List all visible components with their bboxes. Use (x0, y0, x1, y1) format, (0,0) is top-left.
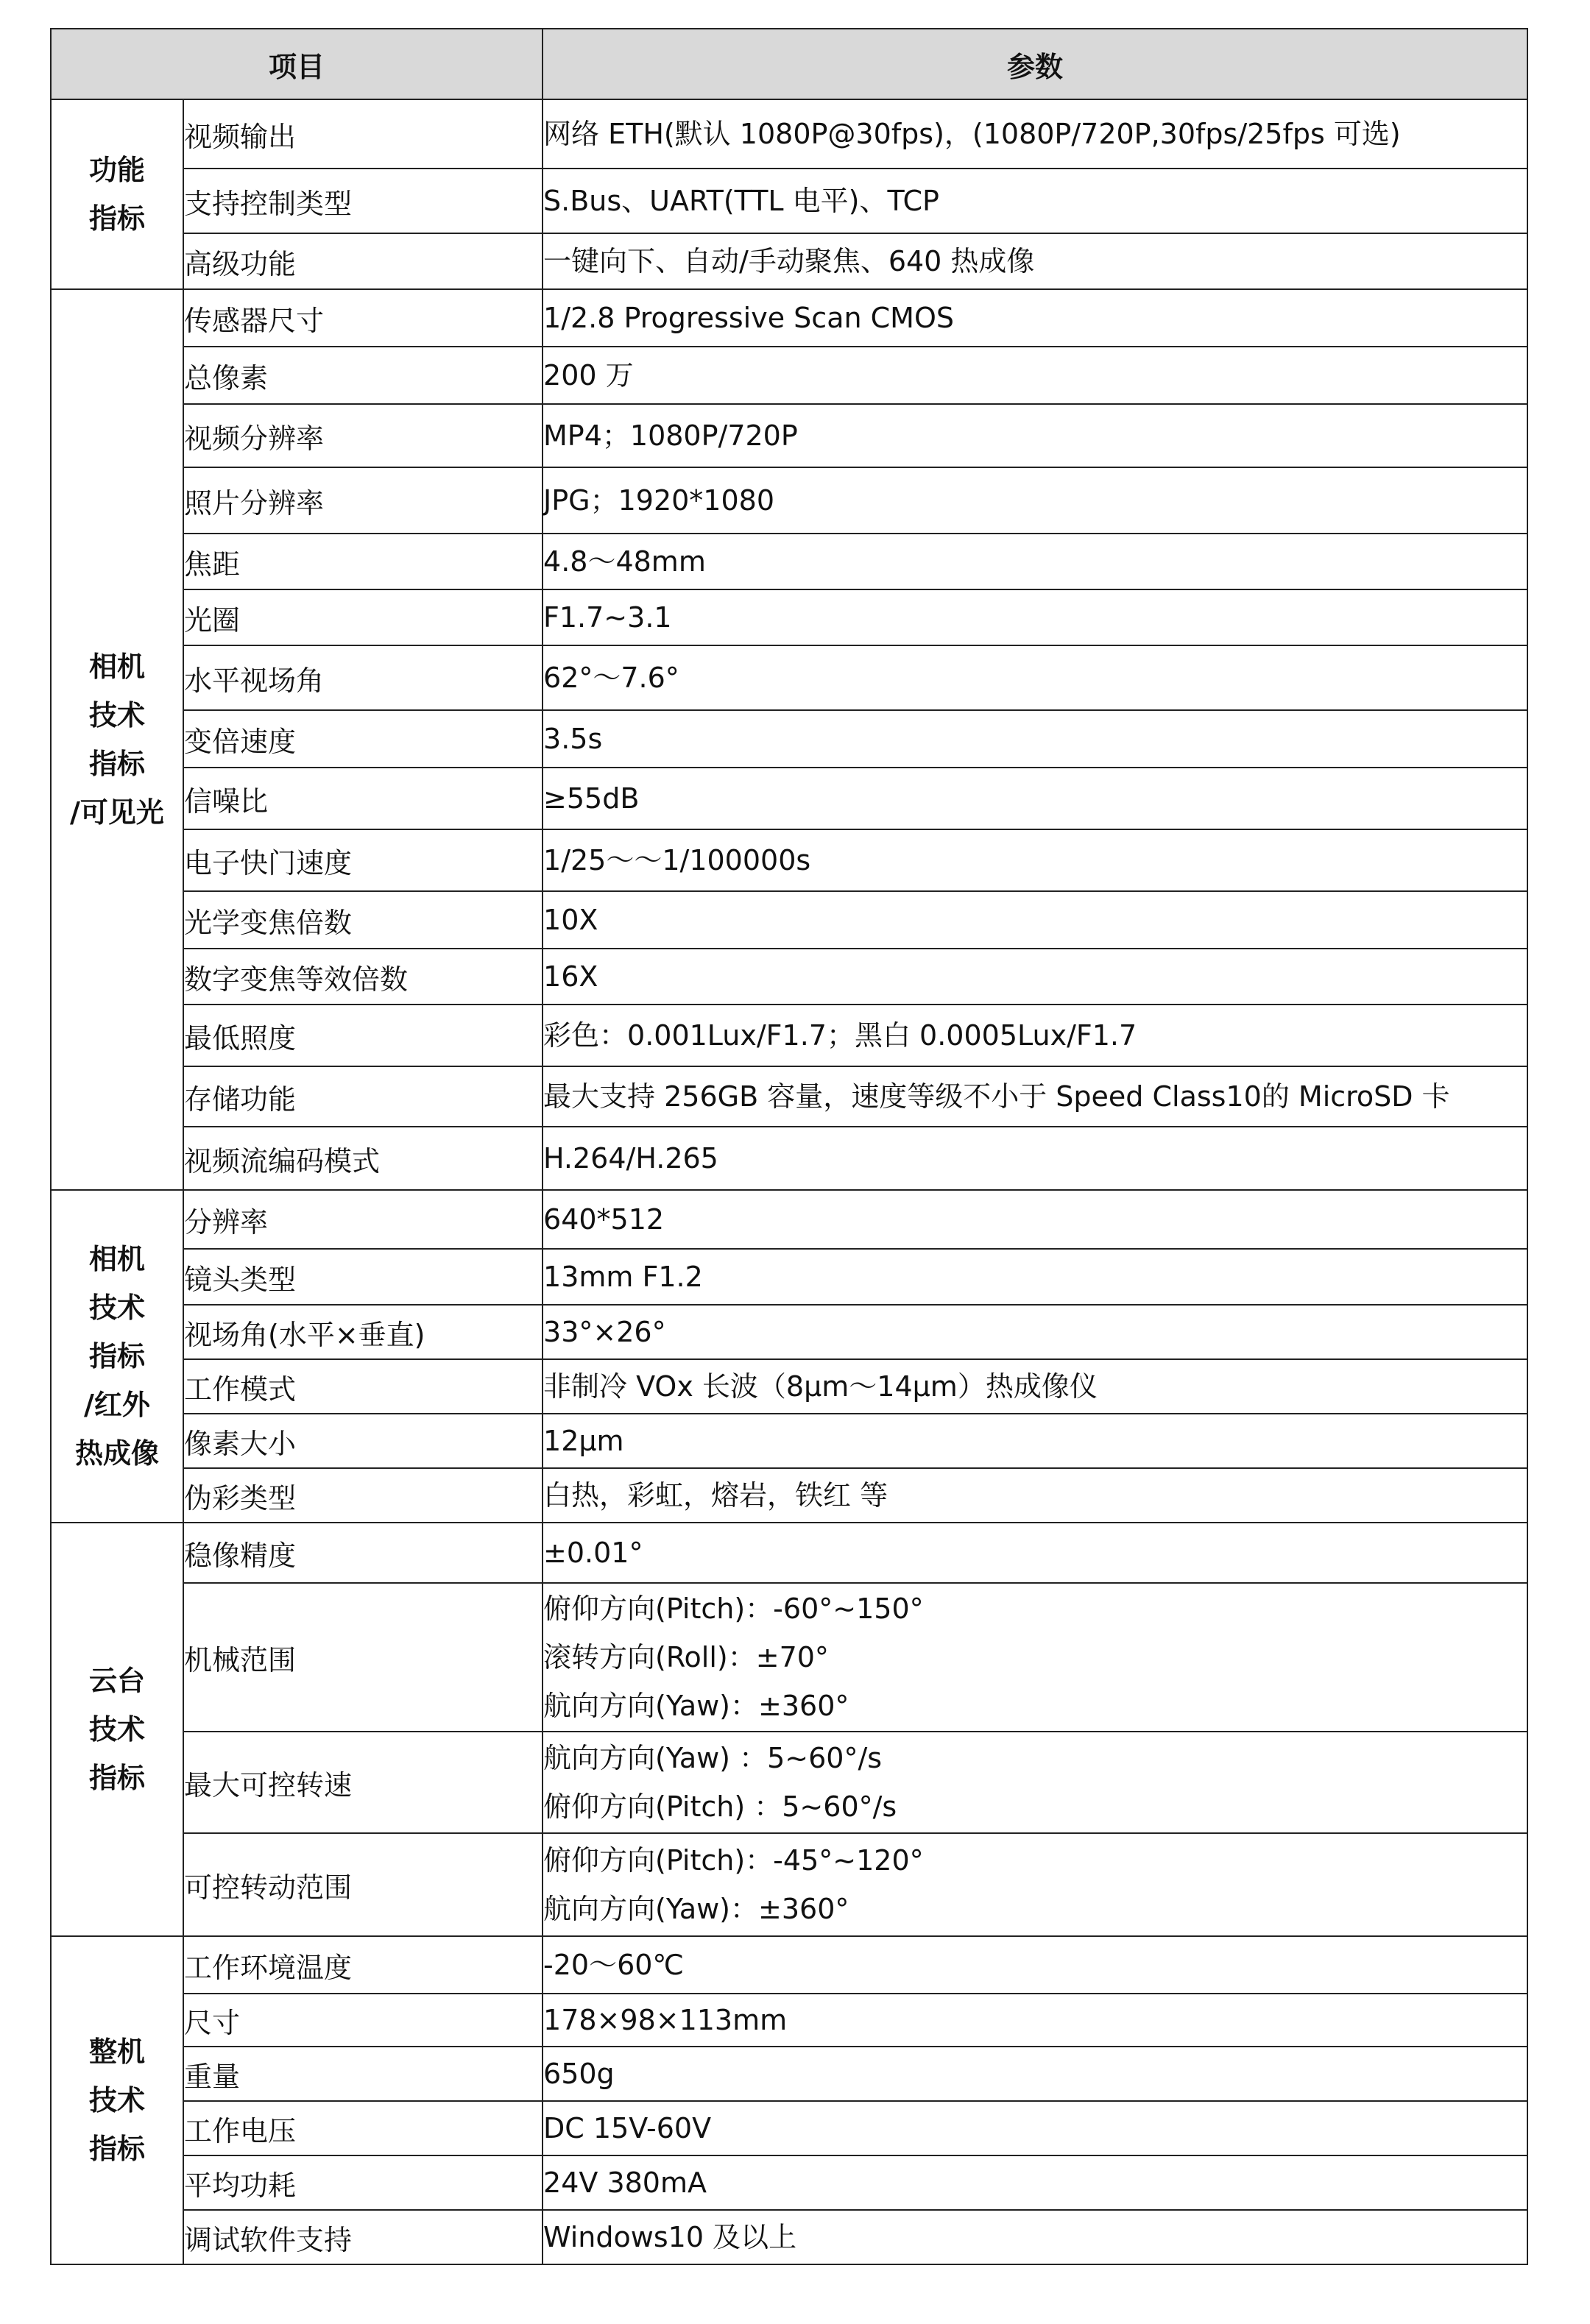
table-row (51, 710, 1527, 768)
category-cell (51, 1936, 183, 2264)
param-value (543, 1994, 1527, 2047)
param-value (543, 1468, 1527, 1523)
param-line: 4.8～48mm (543, 545, 706, 578)
param-line: 一键向下、自动/手动聚焦、640 热成像 (543, 245, 1035, 277)
category-label: 功能 (88, 154, 145, 186)
item-label: 镜头类型 (183, 1249, 543, 1305)
param-value (543, 467, 1527, 534)
param-line: 12μm (543, 1425, 624, 1457)
item-label: 焦距 (183, 534, 543, 589)
param-value (543, 1249, 1527, 1305)
category-label: 指标 (88, 202, 145, 235)
param-value (543, 534, 1527, 589)
category-label: 指标 (88, 2133, 145, 2165)
param-value (543, 347, 1527, 404)
param-value (543, 710, 1527, 768)
table-row (51, 2155, 1527, 2210)
table-row (51, 949, 1527, 1005)
category-label: 指标 (88, 748, 145, 780)
table-row (51, 589, 1527, 645)
item-label: 视场角(水平×垂直) (183, 1305, 543, 1359)
table-row (51, 891, 1527, 949)
param-value (543, 404, 1527, 467)
table-row (51, 2101, 1527, 2155)
param-value (543, 768, 1527, 829)
table-row (51, 1414, 1527, 1468)
item-label: 信噪比 (183, 768, 543, 829)
item-label: 水平视场角 (183, 645, 543, 710)
table-row (51, 1190, 1527, 1249)
param-line: 178×98×113mm (543, 2004, 788, 2036)
item-label: 视频分辨率 (183, 404, 543, 467)
param-line: 1/25～～1/100000s (543, 844, 811, 876)
param-line: 650g (543, 2058, 615, 2090)
item-label: 平均功耗 (183, 2155, 543, 2210)
param-value (543, 1190, 1527, 1249)
category-label: 云台 (88, 1665, 145, 1697)
param-value (543, 1005, 1527, 1066)
category-cell (51, 1523, 183, 1936)
category-label: 指标 (88, 1762, 145, 1794)
table-row (51, 1732, 1527, 1833)
item-label: 传感器尺寸 (183, 289, 543, 347)
param-line: 33°×26° (543, 1316, 666, 1348)
table-row (51, 467, 1527, 534)
param-line: ≥55dB (543, 782, 640, 815)
table-row (51, 1005, 1527, 1066)
param-value (543, 589, 1527, 645)
table-row (51, 1066, 1527, 1127)
param-line: 16X (543, 960, 598, 993)
param-value (543, 1066, 1527, 1127)
category-label: /红外 (84, 1389, 150, 1421)
param-line: 航向方向(Yaw) ：5~60°/s (543, 1742, 883, 1774)
category-label: /可见光 (70, 796, 164, 829)
category-label: 相机 (88, 1243, 145, 1275)
param-value (543, 99, 1527, 169)
table-row (51, 534, 1527, 589)
param-line: 滚转方向(Roll)：±70° (543, 1641, 829, 1673)
param-value (543, 233, 1527, 289)
table-row (51, 1305, 1527, 1359)
table-row (51, 1127, 1527, 1190)
table-row (51, 768, 1527, 829)
table-row (51, 347, 1527, 404)
category-label: 相机 (88, 651, 145, 683)
item-label: 机械范围 (183, 1583, 543, 1732)
param-line: 200 万 (543, 359, 634, 392)
item-label: 视频流编码模式 (183, 1127, 543, 1190)
item-label: 像素大小 (183, 1414, 543, 1468)
category-label: 热成像 (74, 1437, 159, 1470)
param-value (543, 891, 1527, 949)
table-row (51, 289, 1527, 347)
item-label: 支持控制类型 (183, 169, 543, 233)
header-param: 参数 (543, 29, 1527, 99)
param-line: 非制冷 VOx 长波（8μm～14μm）热成像仪 (543, 1370, 1098, 1403)
param-line: -20～60℃ (543, 1949, 685, 1981)
param-value (543, 1359, 1527, 1414)
category-label: 整机 (88, 2036, 145, 2068)
category-label: 技术 (88, 2084, 145, 2116)
param-value (543, 289, 1527, 347)
table-row (51, 169, 1527, 233)
param-line: H.264/H.265 (543, 1142, 718, 1175)
param-value (543, 1732, 1527, 1833)
param-line: ±0.01° (543, 1537, 643, 1569)
param-line: 俯仰方向(Pitch)：-45°~120° (543, 1844, 924, 1877)
param-line: 俯仰方向(Pitch) ：5~60°/s (543, 1790, 897, 1823)
table-row (51, 233, 1527, 289)
param-value (543, 645, 1527, 710)
item-label: 工作模式 (183, 1359, 543, 1414)
item-label: 最大可控转速 (183, 1732, 543, 1833)
table-row (51, 1936, 1527, 1994)
table-row (51, 1249, 1527, 1305)
table-row (51, 2210, 1527, 2264)
table-row (51, 1833, 1527, 1936)
item-label: 最低照度 (183, 1005, 543, 1066)
param-value (543, 2101, 1527, 2155)
param-line: 10X (543, 904, 598, 936)
param-value (543, 2047, 1527, 2101)
param-line: 13mm F1.2 (543, 1261, 703, 1293)
item-label: 可控转动范围 (183, 1833, 543, 1936)
param-value (543, 1305, 1527, 1359)
param-line: 24V 380mA (543, 2167, 707, 2199)
table-row (51, 1994, 1527, 2047)
item-label: 照片分辨率 (183, 467, 543, 534)
param-value (543, 829, 1527, 891)
category-cell (51, 1190, 183, 1523)
param-line: 1/2.8 Progressive Scan CMOS (543, 302, 954, 334)
param-line: 航向方向(Yaw)：±360° (543, 1690, 849, 1722)
param-line: 62°～7.6° (543, 662, 679, 694)
item-label: 调试软件支持 (183, 2210, 543, 2264)
spec-body (51, 99, 1527, 2264)
param-value (543, 1833, 1527, 1936)
param-line: 3.5s (543, 723, 603, 755)
param-value (543, 1414, 1527, 1468)
category-label: 技术 (88, 1713, 145, 1746)
item-label: 电子快门速度 (183, 829, 543, 891)
table-row (51, 1359, 1527, 1414)
spec-table (50, 28, 1528, 2265)
item-label: 稳像精度 (183, 1523, 543, 1583)
header-row (51, 29, 1527, 99)
param-line: JPG；1920*1080 (543, 484, 774, 517)
item-label: 高级功能 (183, 233, 543, 289)
item-label: 总像素 (183, 347, 543, 404)
param-value (543, 2210, 1527, 2264)
item-label: 分辨率 (183, 1190, 543, 1249)
table-row (51, 1468, 1527, 1523)
param-line: 彩色：0.001Lux/F1.7；黑白 0.0005Lux/F1.7 (543, 1019, 1137, 1052)
param-value (543, 2155, 1527, 2210)
item-label: 尺寸 (183, 1994, 543, 2047)
item-label: 工作电压 (183, 2101, 543, 2155)
item-label: 光圈 (183, 589, 543, 645)
param-line: 俯仰方向(Pitch)：-60°~150° (543, 1593, 924, 1625)
param-line: S.Bus、UART(TTL 电平)、TCP (543, 185, 939, 217)
param-value (543, 169, 1527, 233)
table-row (51, 645, 1527, 710)
item-label: 变倍速度 (183, 710, 543, 768)
item-label: 光学变焦倍数 (183, 891, 543, 949)
table-row (51, 1523, 1527, 1583)
param-line: 640*512 (543, 1203, 665, 1236)
param-line: 最大支持 256GB 容量，速度等级不小于 Speed Class10的 MicroSD 卡 (543, 1080, 1450, 1113)
category-label: 指标 (88, 1340, 145, 1372)
table-row (51, 2047, 1527, 2101)
item-label: 工作环境温度 (183, 1936, 543, 1994)
param-line: 网络 ETH(默认 1080P@30fps)，(1080P/720P,30fps/25fps 可选) (543, 118, 1401, 150)
table-row (51, 99, 1527, 169)
param-line: Windows10 及以上 (543, 2221, 797, 2253)
item-label: 视频输出 (183, 99, 543, 169)
param-line: MP4；1080P/720P (543, 419, 798, 452)
category-label: 技术 (88, 699, 145, 731)
param-value (543, 1523, 1527, 1583)
table-row (51, 1583, 1527, 1732)
param-value (543, 1127, 1527, 1190)
param-line: DC 15V-60V (543, 2112, 712, 2144)
param-line: 航向方向(Yaw)：±360° (543, 1893, 849, 1925)
item-label: 数字变焦等效倍数 (183, 949, 543, 1005)
param-value (543, 1583, 1527, 1732)
item-label: 伪彩类型 (183, 1468, 543, 1523)
param-value (543, 1936, 1527, 1994)
category-cell (51, 289, 183, 1190)
table-row (51, 404, 1527, 467)
category-label: 技术 (88, 1292, 145, 1324)
table-row (51, 829, 1527, 891)
category-cell (51, 99, 183, 289)
param-line: 白热，彩虹，熔岩，铁红 等 (543, 1479, 888, 1512)
param-value (543, 949, 1527, 1005)
item-label: 重量 (183, 2047, 543, 2101)
param-line: F1.7~3.1 (543, 601, 672, 634)
header-item: 项目 (51, 29, 543, 99)
item-label: 存储功能 (183, 1066, 543, 1127)
